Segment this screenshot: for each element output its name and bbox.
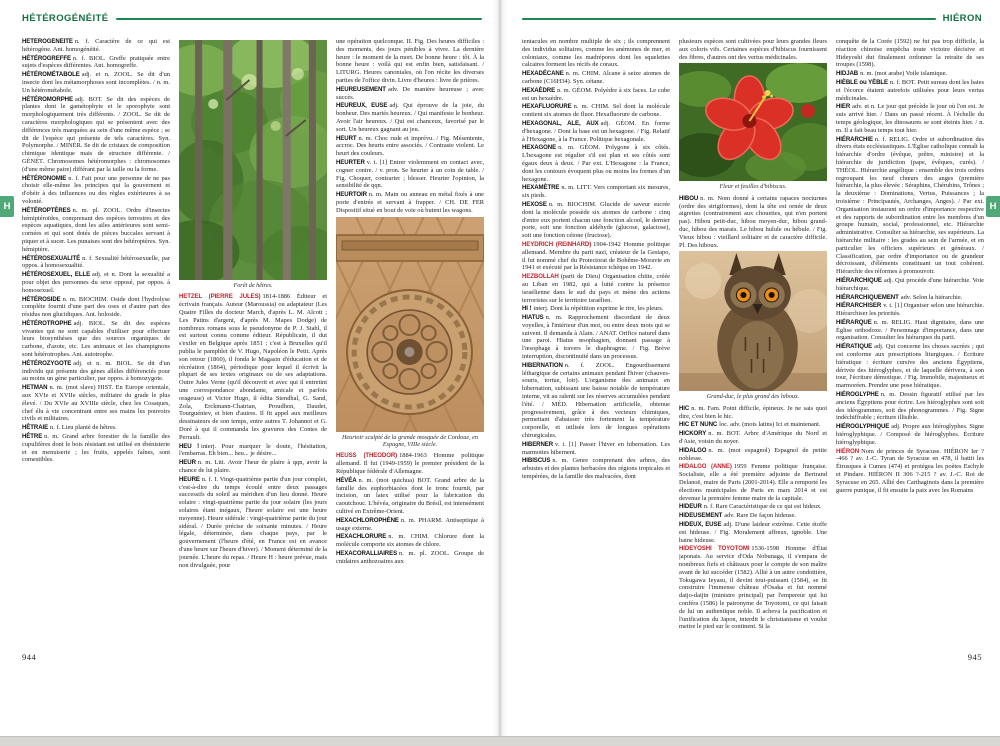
left-running-head — [22, 13, 482, 24]
entry-headword: HEXAGONAL, ALE, AUX — [522, 119, 599, 127]
entry-headword: HIBISCUS — [522, 457, 551, 465]
dictionary-entry — [522, 184, 670, 200]
entry-body: 1904-1942 Homme politique allemand. Membre du parti nazi, créateur de la Gestapo, il fut nommé chef du Protectorat de Bohême-Moravie en 1941 et exécuté par la Résistance tchèque en 1942. — [522, 240, 670, 272]
figure-caption: Heurtoir sculpté de la grande mosquée de Cordoue, en Espagne, VIIIe siècle. — [341, 433, 479, 448]
entry-body: Nom de princes de Syracuse. HIÉRON Ier ?-466 ? av. J.-C. Tyran de Syracuse en 478, il battit les Étrusques à Cumes (474) et protégea les poètes Eschyle et Pindare. HIÉRON II 306 ?-215 ? av. J.-C. Roi de Syracuse en 265. Allié des Carthaginois dans la première guerre punique, il fit ensuite la paix avec les Romains — [836, 447, 984, 494]
entry-body: n. m. CHIM. Chlorure dont la molécule comporte six atomes de chlore. — [336, 533, 484, 549]
entry-headword: HEU ! — [179, 442, 200, 450]
dictionary-entry — [522, 362, 670, 440]
entry-headword: HIDEYOSHI TOYOTOMI — [679, 545, 750, 553]
entry-body: adv. et n. Le jour qui précède le jour où l'on est. Je suis arrivé hier. / Dans un passé récent. À l'échelle du temps géologique, les dinosaures se sont éteints hier. / n. m. Il a fait beau temps tout hier. — [836, 103, 984, 134]
entry-headword: HÉVÉA — [336, 476, 357, 484]
dictionary-entry — [836, 136, 984, 276]
entry-headword: HIBOU — [679, 194, 699, 202]
entry-body: n. m. Litt. Avoir l'heur de plaire à qqn, avoir la chance de lui plaire. — [179, 459, 327, 474]
dictionary-entry — [836, 79, 984, 102]
entry-continuation — [836, 38, 984, 69]
entry-body: adj. Qui éprouve de la joie, du bonheur. Des mariés heureux. / Qui manifeste le bonheur. Avoir l'air heureux. / Qui est chanceux, favorisé par le sort. Un heureux gagnant au jeu. — [336, 102, 484, 133]
entry-headword: HIATUS — [522, 314, 544, 322]
dictionary-entry — [679, 430, 827, 446]
entry-body: adj. D'une laideur extrême. Cette étoffe est hideuse. / Fig. Moralement affreux, ignoble. Une haine hideuse. — [679, 520, 827, 544]
dictionary-entry — [522, 305, 670, 313]
page-right — [506, 0, 994, 737]
dictionary-entry — [522, 70, 670, 86]
dictionary-entry — [679, 463, 827, 502]
figure-caption: Forêt de hêtres. — [233, 282, 273, 289]
header-rule — [116, 18, 483, 20]
dictionary-entry — [336, 517, 484, 533]
entry-body: n. m. pl. ZOOL. Ordre d'insectes hémiptéroïdes, comprenant des espèces terrestres et des espèces aquatiques, dont les ailes antérieures sont semi-cornées et qui sont dotés de pièces buccales servant à piquer et à sucer. Les punaises sont des hétéroptères. Syn. hémiptère. — [22, 206, 170, 253]
entry-headword: HIBERNER — [522, 440, 554, 448]
dictionary-entry — [679, 503, 827, 511]
entry-headword: HÉTÉROPTÈRES — [22, 206, 71, 214]
entry-body: n. m. RELIG. Haut dignitaire, dans une Église orthodoxe. / Personnage d'importance, dans une organisation. Consulter les hiérarques du parti. — [836, 318, 984, 342]
entry-headword: HEXACHLOROPHÈNE — [336, 516, 399, 524]
entry-body: n. m. BIOCHIM. Oside dont l'hydrolyse complète fournit d'une part des oses et d'autre part des résidus non glucidiques. Ant. holoside. — [22, 295, 170, 319]
dictionary-entry — [522, 87, 670, 103]
entry-body: n. m. (mot arabe) Voile islamique. — [860, 70, 948, 78]
entry-headword: HEURT — [336, 134, 357, 142]
entry-headword: HEXACORALLIAIRES — [336, 549, 398, 557]
dictionary-entry — [836, 423, 984, 446]
entry-headword: HIDJAB — [836, 70, 859, 78]
entry-headword: HIDEUR — [679, 503, 702, 511]
entry-headword: HEURTOIR — [336, 191, 367, 199]
dictionary-entry — [522, 273, 670, 304]
dictionary-entry — [336, 550, 484, 566]
entry-body: n. m. (mot quichua) BOT. Grand arbre de la famille des euphorbiacées dont le tronc fournit, par incision, un latex utilisé pour la fabrication du caoutchouc. L'hévéa, originaire du Brésil, est intensément cultivé en Extrême-Orient. — [336, 476, 484, 515]
page-gutter — [492, 0, 508, 737]
entry-body: 1959 Femme politique française. Socialiste, elle a été première adjointe de Bertrand Delanoë, maire de Paris (2001-2014). Elle a remporté les élections municipales de Paris en mars 2014 et est devenue la première femme maire de la capitale. — [679, 463, 827, 502]
entry-headword: HEYDRICH (REINHARD) — [522, 240, 592, 248]
dictionary-entry — [336, 191, 484, 214]
entry-body: n. m. Dessin figuratif utilisé par les anciens Égyptiens pour écrire. Les hiéroglyphes sont soit des idéogrammes, soit des phonogrammes. / Fig. Signe indéchiffrable ; écriture illisible. — [836, 391, 984, 422]
dictionary-entry — [179, 443, 327, 459]
entry-body: 1884-1963 Homme politique allemand. Il fut (1949-1959) le premier président de la République fédérale d'Allemagne. — [336, 452, 484, 475]
dictionary-entry — [679, 195, 827, 250]
entry-continuation — [679, 38, 827, 61]
entry-body: adj. et n. ZOOL. Se dit d'un insecte dont les métamorphoses sont incomplètes. / n. m. Un hétérométabole. — [22, 71, 170, 94]
entry-headword: HÊTRE — [22, 433, 43, 441]
entry-headword: HETZEL (PIERRE JULES) — [179, 293, 261, 301]
header-rule — [522, 18, 936, 20]
entry-headword: HÉTÉROGÉNÉITÉ — [22, 38, 73, 45]
door-knocker-photo — [336, 217, 484, 432]
dictionary-entry — [22, 433, 170, 464]
dictionary-entry — [22, 71, 170, 94]
dictionary-entry — [22, 320, 170, 359]
thumb-index-tab-right: H — [986, 196, 1000, 217]
entry-body: v. t. [1] Organiser selon une hiérarchie. Hiérarchiser les priorités. — [836, 302, 984, 318]
entry-headword: HEXAFLUORURE — [522, 103, 572, 111]
entry-headword: HEURTER — [336, 158, 365, 166]
entry-headword: HEURE — [179, 475, 200, 483]
hibiscus-photo — [679, 63, 827, 181]
dictionary-entry — [336, 86, 484, 102]
entry-body: adj. BOT. Se dit des espèces de plantes dont le gamétophyte et le sporophyte sont morphologiquement très différents. / ZOOL. Se dit de caractères morphologiques qui se présentent avec des différences très marquées au sein d'une même espèce ; se dit de l'espèce qui présente de tels caractères. Syn. Polymorphe. / MINÉR. Se dit de cristaux de composition chimique identique mais de structure différente. / GÉNÉT. Chromosomes hétéromorphes : chromosomes (d'une même paire) différant par la taille ou la forme. — [22, 95, 170, 173]
dictionary-entry — [679, 545, 827, 631]
entry-body: loc. adv. (mots latins) Ici et maintenant. — [719, 421, 821, 429]
entry-body: n. m. GÉOM. Polyèdre à six faces. Le cube est un hexaèdre. — [522, 86, 670, 102]
entry-headword: HÊTRAIE — [22, 424, 49, 432]
dictionary-entry — [522, 201, 670, 240]
entry-headword: HÉTÉROSIDE — [22, 295, 61, 303]
dictionary-entry — [22, 55, 170, 71]
entry-body: adv. De manière heureuse ; avec succès. — [336, 85, 484, 101]
entry-headword: HEXAMÈTRE — [522, 184, 560, 192]
entry-headword: HIDALGO — [679, 446, 707, 454]
entry-headword: HIBERNATION — [522, 361, 563, 369]
entry-headword: HEXADÉCANE — [522, 70, 564, 78]
scan-edge — [0, 736, 1000, 746]
dictionary-entry — [679, 521, 827, 544]
dictionary-entry — [336, 452, 484, 475]
dictionary-entry — [836, 103, 984, 134]
dictionary-entry — [336, 135, 484, 158]
dictionary-entry — [522, 103, 670, 119]
dictionary-entry — [522, 120, 670, 143]
right-columns — [522, 38, 984, 700]
entry-headword: HIER — [836, 103, 851, 111]
figure-caption: Grand-duc, le plus grand des hiboux. — [706, 393, 800, 401]
dictionary-entry — [22, 175, 170, 206]
entry-headword: HÉTÉROZYGOTE — [22, 359, 72, 367]
entry-body: n. m. CHIM. Alcane à seize atomes de carbone (C16H34). Syn. cétane. — [522, 70, 670, 85]
entry-body: une opération quelconque. II. Fig. Des heures difficiles : des moments, des jours pénibles à vivre. La dernière heure : le moment de la mort. De bonne heure : tôt. À la bonne heure : voilà qui est enfin bien, satisfaisant. / LITURG. Heures canoniales, où l'on récite les diverses parties de l'office divin. Livre d'heures : livre de prières. — [336, 38, 484, 84]
text-column — [22, 38, 170, 700]
dictionary-entry — [336, 477, 484, 516]
entry-headword: HEUREUX, EUSE — [336, 102, 388, 110]
entry-body: n. m. Genre comprenant des arbres, des arbustes et des plantes herbacées des régions tropicales et tempérées, de la famille des malvacées, dont — [522, 457, 670, 481]
dictionary-entry — [22, 384, 170, 423]
entry-body: interj. Dont la répétition exprime le rire, les pleurs. — [533, 305, 664, 313]
entry-body: tentacules en nombre multiple de six ; ils comprennent des individus solitaires, comme les anémones de mer, et coloniaux, comme les madrépores dont les squelettes calcaires forment les récifs de coraux. — [522, 38, 670, 69]
entry-body: adj. Qui procède d'une hiérarchie. Voie hiérarchique. — [836, 276, 984, 292]
right-running-head — [522, 13, 982, 24]
running-head-text: HIÉRON — [942, 13, 982, 24]
entry-headword: HIÉRARCHIQUE — [836, 276, 882, 284]
dictionary-entry — [522, 144, 670, 183]
entry-headword: HEUREUSEMENT — [336, 85, 386, 93]
dictionary-entry — [836, 343, 984, 390]
entry-headword: HIÉRATIQUE — [836, 343, 873, 351]
dictionary-entry — [179, 293, 327, 441]
dictionary-entry — [836, 294, 984, 302]
entry-headword: HEUSS (THEODOR) — [336, 452, 398, 460]
entry-body: n. f. Fait pour une personne de ne pas choisir elle-même les principes qui la gouvernent et d'obéir à des influences ou des règles extérieures à sa volonté. — [22, 174, 170, 205]
dictionary-entry — [22, 96, 170, 174]
dictionary-entry — [22, 38, 170, 54]
dictionary-entry — [836, 302, 984, 318]
entry-headword: HIC ET NUNC — [679, 421, 718, 429]
entry-body: n. m. Main ou anneau en métal fixés à une porte d'entrée et servant à frapper. / CH. DE FER Dispositif situé en bout de voie où butent les wagons. — [336, 191, 484, 214]
dictionary-entry — [336, 159, 484, 190]
dictionary-entry — [679, 447, 827, 463]
eagle-owl-photo — [679, 251, 827, 391]
entry-headword: HIÈBLE ou YÈBLE — [836, 78, 888, 86]
entry-body: interj. Pour marquer le doute, l'hésitation, l'embarras. Eh bien... heu... je désire... — [179, 442, 327, 458]
entry-body: n. m. (mot espagnol) Espagnol de petite noblesse. — [679, 446, 827, 462]
entry-headword: HÉTÉROGREFFE — [22, 54, 71, 62]
dictionary-entry — [836, 319, 984, 342]
dictionary-entry — [179, 459, 327, 475]
entry-body: adv. Rare De façon hideuse. — [724, 512, 796, 520]
entry-continuation — [522, 38, 670, 69]
entry-body: n. f. I. Vingt-quatrième partie d'un jour complet, c'est-à-dire du temps écoulé entre deux passages successifs du soleil au méridien d'un lieu donné. Heure solaire : vingt-quatrième partie du jour solaire (les jours solaires étant inégaux, l'heure solaire est une heure moyenne). Heure sidérale : vingt-quatrième partie du jour sidéral. / Durée précise de soixante minutes. / Heure légale, déterminée, dans chaque pays, par le gouvernement (l'heure d'été, en France est en avance d'une heure sur l'heure d'hiver). / Moment déterminé de la journée. L'heure du repas. / Heure H : heure prévue, mais non divulguée, pour — [179, 475, 327, 569]
entry-body: n. f. BIOL. Greffe pratiquée entre sujets d'espèces différentes. Ant. homogreffe. — [22, 54, 170, 70]
entry-body: n. m. LITT. Vers comportant six mesures, six pieds. — [522, 184, 670, 200]
entry-continuation — [336, 38, 484, 85]
entry-headword: HEXAGONE — [522, 144, 557, 152]
left-columns — [22, 38, 484, 700]
entry-headword: HÉTÉROSEXUEL, ELLE — [22, 271, 91, 279]
entry-body: v. i. [1] Passer l'hiver en hibernation. Les marmottes hibernent. — [522, 440, 670, 456]
dictionary-entry — [679, 512, 827, 520]
dictionary-entry — [22, 424, 170, 432]
entry-headword: HIÉRARCHISER — [836, 302, 882, 310]
text-column — [179, 38, 327, 700]
entry-body: adj. Qui concerne les choses sacrées ; qui est conforme aux prescriptions liturgiques. / Écriture hiératique : écriture cursive des anciens Égyptiens, dérivée des hiéroglyphes, et de laquelle dérivera, à son tour, l'écriture démotique. / Fig. Immobile, majestueux et marmoréen. Prendre une pose hiératique. — [836, 343, 984, 390]
dictionary-entry — [22, 207, 170, 254]
entry-body: n. m. Nom donné à certains rapaces nocturnes (ordre des strigiformes), dont la tête est ornée de deux aigrettes (contrairement aux chouettes, qui n'en portent pas). Hibou petit-duc, hibou moyen-duc, hibou grand-duc, hibou des marais. Le hibou hulule ou hébule. / Fig. Vieux hibou : vieillard solitaire et de caractère difficile. Pl. Des hiboux. — [679, 194, 827, 249]
entry-headword: HEXAÈDRE — [522, 86, 556, 94]
entry-body: n. m. Rapprochement discordant de deux voyelles, à l'intérieur d'un mot, ou entre deux mots qui se suivent. Il demanda à Alain. / ANAT. Orifice naturel dans une paroi. Hiatus œsophagien, donnant passage à l'œsophage à travers le diaphragme. / Fig. Brève interruption, discontinuité dans un processus. — [522, 314, 670, 361]
entry-headword: HIÉRARCHIE — [836, 135, 873, 143]
knocker-figure — [336, 217, 484, 450]
dictionary-entry — [179, 476, 327, 570]
figure-caption: Fleur et feuilles d'hibiscus. — [719, 183, 787, 191]
dictionary-entry — [522, 441, 670, 457]
entry-headword: HI ! — [522, 305, 532, 313]
entry-headword: HIDEUX, EUSE — [679, 520, 722, 528]
entry-body: n. m. Fam. Point difficile, épineux. Je ne sais quoi dire, c'est bien le hic. — [679, 404, 827, 420]
entry-body: n. m. (mot slave) HIST. En Europe orientale, aux XVIe et XVIIe siècles, militaire du grade le plus élevé. / Du XVIe au XVIIIe siècle, chez les Cosaques, chef élu à vie concentrant entre ses mains les pouvoirs civils et militaires. — [22, 384, 170, 423]
entry-body: adj. et n. Dont la sexualité a pour objet des personnes du sexe opposé, par oppos. à homosexuel. — [22, 271, 170, 294]
dictionary-entry — [522, 241, 670, 272]
dictionary-entry — [679, 421, 827, 429]
entry-body: n. m. pl. ZOOL. Groupe de cnidaires anthozoaires aux — [336, 549, 484, 565]
entry-headword: HIÉROGLYPHE — [836, 391, 879, 399]
entry-headword: HIC — [679, 404, 690, 412]
dictionary-entry — [22, 255, 170, 271]
entry-body: adj. BIOL. Se dit des espèces vivantes qui ne sont capables d'utiliser pour effectuer leurs biosynthèses que des sources organiques de carbone, d'azote, etc. Les animaux et les champignons sont hétérotrophes. Ant. autotrophe. — [22, 319, 170, 359]
running-head-text: HÉTÉROGÉNÉITÉ — [22, 13, 109, 24]
entry-headword: HÉTÉROMORPHE — [22, 95, 73, 103]
dictionary-entry — [836, 277, 984, 293]
dictionary-entry — [836, 391, 984, 422]
entry-body: 1536-1598 Homme d'État japonais. Au service d'Oda Nobunaga, il s'empara de nombreux fiefs et châteaux pour le compte de son maître avant de lui succéder (1582). Allié à un autre condottière, Tokugawa Ieyasu, il devint tout-puissant (1584), se fit construire l'immense château d'Osaka et fut nommé daijo-daijin (ministre principal) par l'empereur qui lui conféra (1586) le patronyme de Toyotomi, ce qui faisait de lui un authentique noble. Il acheva la pacification et l'unification du Japon, interdit le christianisme et voulut mettre le pied sur le continent. Si la — [679, 545, 827, 631]
entry-headword: HIÉRON — [836, 447, 860, 455]
entry-body: n. f. ZOOL. Engourdissement léthargique de certains animaux pendant l'hiver (chauves-souris, tortue, loir). L'organisme des animaux en hibernation, subissant une baisse notable de température interne, vit au ralenti sur les réserves accumulées pendant l'été. / MÉD. Hibernation artificielle, obtenue progressivement, grâce à des vecteurs chimiques, permettant d'abaisser très fortement la température corporelle, et utilisée lors de longues opérations chirurgicales. — [522, 361, 670, 440]
dictionary-entry — [836, 448, 984, 495]
page-left — [6, 0, 494, 737]
text-column — [522, 38, 670, 700]
entry-body: n. f. Rare Caractéristique de ce qui est hideux. — [703, 503, 822, 511]
entry-body: n. m. CHIM. Sel dont la molécule contient six atomes de fluor. Hexafluorure de carbone. — [522, 103, 670, 119]
entry-body: adj. GÉOM. En forme d'hexagone. / Dont la base est un hexagone. / Fig. Relatif à l'Hexagone, à la France. Politique hexagonale. — [522, 119, 670, 143]
dictionary-entry — [522, 314, 670, 361]
thumb-index-tab-left: H — [0, 196, 14, 217]
entry-headword: HIDALGO (ANNE) — [679, 463, 732, 471]
entry-body: n. m. BIOCHIM. Glucide de saveur sucrée dont la molécule possède six atomes de carbone : cinq d'entre eux portent chacun une fonction alcool, le dernier porte, soit une fonction aldéhyde (glucose, galactose), soit une fonction cétone (fructose). — [522, 200, 670, 240]
page-number-left: 944 — [22, 652, 37, 662]
entry-body: n. m. Grand arbre forestier de la famille des cupulifères dont le bois résistant est utilisé en ébénisterie et en menuiserie ; les fruits, appelés faînes, sont comestibles. — [22, 433, 170, 464]
dictionary-entry — [836, 70, 984, 78]
entry-body: adv. Selon la hiérarchie. — [900, 293, 963, 301]
entry-headword: HÉTÉRONOMIE — [22, 174, 67, 182]
entry-headword: HETMAN — [22, 384, 48, 392]
text-column — [336, 38, 484, 700]
entry-headword: HEUR — [179, 459, 196, 467]
entry-headword: HEZBOLLAH — [522, 273, 559, 281]
hibiscus-figure — [679, 63, 827, 191]
forest-figure — [179, 40, 327, 290]
entry-headword: HIDEUSEMENT — [679, 512, 723, 520]
dictionary-entry — [336, 102, 484, 133]
entry-headword: HIÉRARQUE — [836, 318, 872, 326]
owl-figure — [679, 251, 827, 401]
dictionary-entry — [22, 296, 170, 319]
entry-body: n. f. Lieu planté de hêtres. — [50, 424, 117, 432]
dictionary-entry — [336, 533, 484, 549]
entry-body: conquête de la Corée (1592) ne fut pas trop difficile, la réaction chinoise empêcha toute victoire décisive et Hideyoshi dut finalement ordonner la retraite de ses troupes (1598). — [836, 38, 984, 69]
text-column — [679, 38, 827, 700]
entry-headword: HÉTÉROTROPHE — [22, 319, 72, 327]
entry-headword: HÉTÉROMÉTABOLE — [22, 71, 80, 79]
beech-forest-photo — [179, 40, 327, 280]
dictionary-entry — [22, 360, 170, 383]
entry-body: n. m. PHARM. Antiseptique à usage externe. — [336, 516, 484, 532]
entry-headword: HICKORY — [679, 430, 707, 438]
entry-body: n. m. GÉOM. Polygone à six côtés. L'hexagone est régulier s'il est plan et ses côtés sont égaux deux à deux. / Par ext. L'Hexagone : la France, dont les contours évoquent plus ou moins les formes d'un hexagone. — [522, 144, 670, 183]
entry-headword: HÉTÉROSEXUALITÉ — [22, 254, 81, 262]
dictionary-entry — [679, 405, 827, 421]
entry-body: adj. et n. m. BIOL. Se dit d'un individu qui présente des gènes allèles différenciés pour au moins un gène particulier, par oppos. à homozygote. — [22, 359, 170, 383]
dictionary-entry — [522, 457, 670, 480]
text-column — [836, 38, 984, 700]
entry-headword: HIÉRARCHIQUEMENT — [836, 293, 899, 301]
entry-body: n. f. Sexualité hétérosexuelle, par oppos. à homosexualité. — [22, 254, 170, 270]
entry-body: n. m. Choc rude et imprévu. / Fig. Mésentente, accroc. Des heurts entre associés. / Contraste violent. Le heurt des couleurs. — [336, 134, 484, 158]
entry-body: n. m. BOT. Arbre d'Amérique du Nord et d'Asie, voisin du noyer. — [679, 430, 827, 445]
entry-body: n. f. RELIG. Ordre et subordination des divers états ecclésiastiques. L'Église catholique connaît la hiérarchie d'ordre (évêque, prêtre, ministre) et la hiérarchie de juridiction (pape, évêques, curés). / THÉOL. Hiérarchie angélique : ensemble des trois ordres regroupant les neuf chœurs des anges (première hiérarchie, la plus élevée : Séraphins, Chérubins, Trônes ; la deuxième : Dominations, Vertus, Puissances ; la troisième : Principautés, Archanges, Anges). / Par ext. Organisation instaurant un ordre d'importance respective et des rapports de subordination entre les membres d'un groupe humain, social, professionnel, etc. Hiérarchie administrative. Consulter sa hiérarchie, ses supérieurs. La hiérarchie militaire : les grades au sein de l'armée, et en particulier les officiers supérieurs et généraux. / Classification, par ordre d'importance ou de grandeur décroissant, d'éléments constituant un tout cohérent. Hiérarchie des réformes à promouvoir. — [836, 135, 984, 276]
entry-body: plusieurs espèces sont cultivées pour leurs grandes fleurs aux coloris vifs. Certaines espèces d'hibiscus fournissent des fibres, d'autres ont des vertus médicinales. — [679, 38, 827, 61]
entry-body: (parti de Dieu) Organisation chiite, créée au Liban en 1982, qui a lutté contre la présence israélienne dans le sud du pays et mène des actions terroristes sur le territoire israélien. — [522, 273, 670, 304]
entry-body: 1814-1886 Éditeur et écrivain français. Auteur (Maroussia) ou adaptateur (Les Quatre Filles du docteur March, d'après L. M. Alcott ; Les Patins d'argent, d'après M. Mapes Dodge) de nombreux romans sous le pseudonyme de P. J. Stahl, il est surtout connu comme éditeur. Républicain, il dut s'exiler en Belgique après 1851 ; c'est à Bruxelles qu'il publia le pamphlet de V. Hugo, Napoléon le Petit. Après son retour (1860), il fonda le Magasin d'éducation et de récréation (1864), périodique pour lequel il écrivit la plupart de ses textes originaux ou de ses adaptations. Outre Jules Verne (qu'il découvrit et avec qui il entretint une correspondance abondante, amicale et parfois orageuse) et Victor Hugo, il édita Stendhal, G. Sand, Zola, Erckmann-Chatrian, Proudhon, Daudet, Tourguéniev, et bien d'autres. Il fit appel aux meilleurs dessinateurs de son temps, entre autres T. Johannot et G. Doré à qui il commanda les gravures des Contes de Perrault. — [179, 293, 327, 441]
entry-body: v. t. [1] Entrer violemment en contact avec, cogner contre. / v. pron. Se heurter à un coin de table. / Fig. Choquer, contrarier ; blesser. Heurter l'opinion, la sensibilité de qqn. — [336, 158, 484, 190]
entry-headword: HIÉROGLYPHIQUE — [836, 423, 890, 431]
entry-headword: HEXOSE — [522, 200, 547, 208]
entry-headword: HEXACHLORURE — [336, 533, 387, 541]
entry-body: adj. Propre aux hiéroglyphes. Signe hiéroglyphique. / Composé de hiéroglyphes. Écriture hiéroglyphique. — [836, 423, 984, 446]
entry-body: n. f. Caractère de ce qui est hétérogène. Ant. homogénéité. — [22, 38, 170, 53]
page-number-right: 945 — [967, 652, 982, 662]
dictionary-entry — [22, 271, 170, 294]
entry-body: n. f. BOT. Petit sureau dont les baies et l'écorce étaient autrefois utilisées pour leurs vertus médicinales. — [836, 78, 984, 102]
